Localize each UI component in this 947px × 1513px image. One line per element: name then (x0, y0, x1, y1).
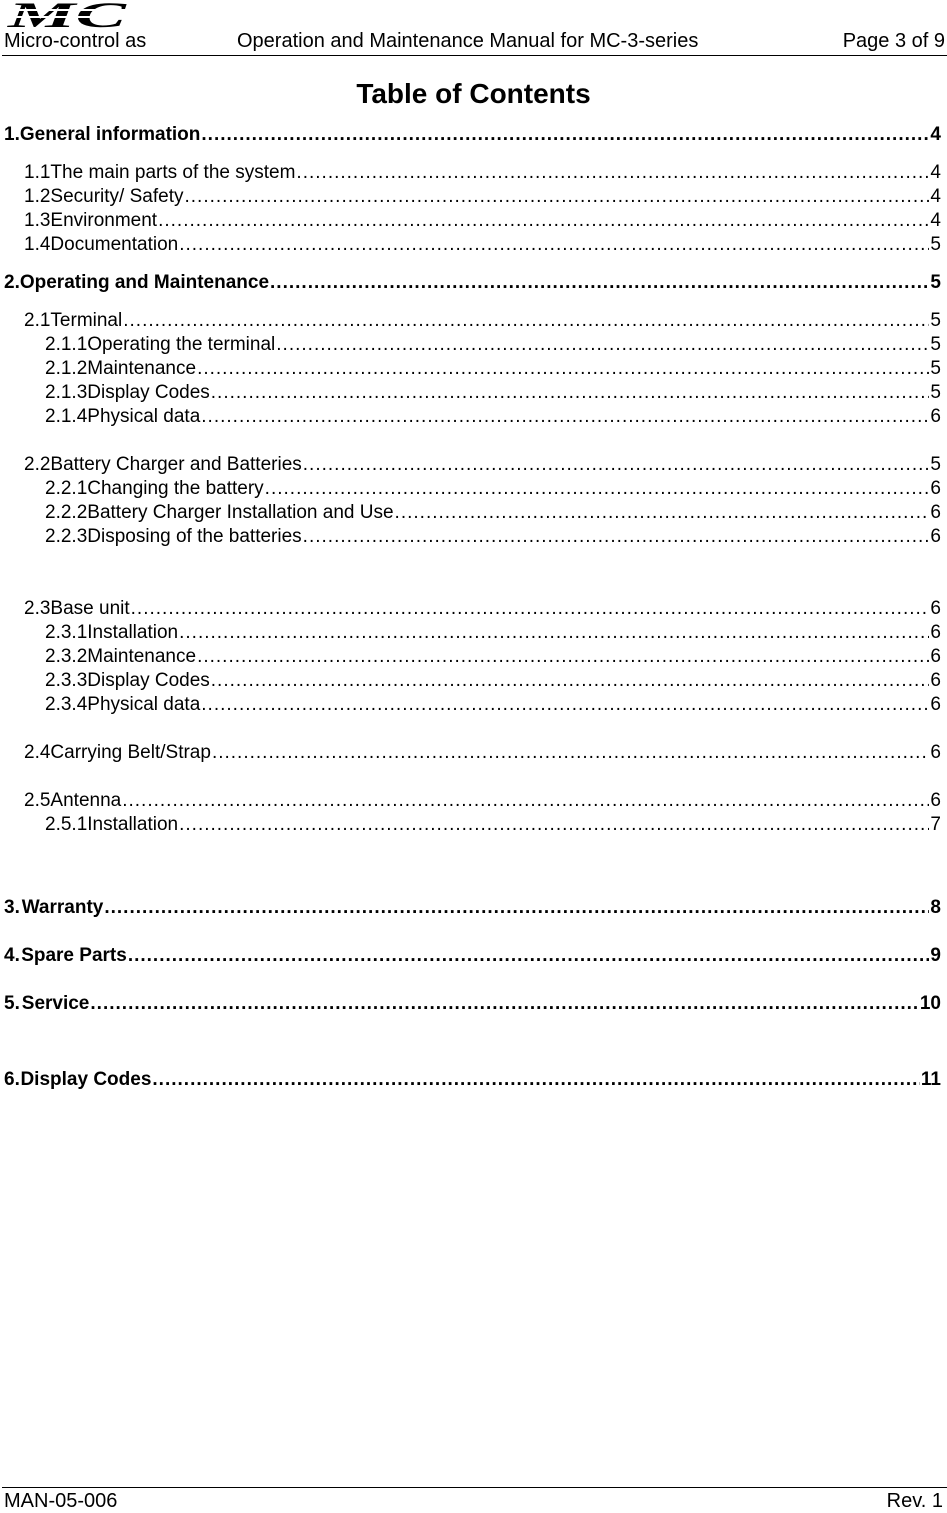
toc-entry[interactable] (4, 502, 941, 524)
toc-entry[interactable] (4, 694, 941, 716)
toc-entry-page: 5 (930, 310, 941, 331)
toc-entry-title: Documentation (50, 234, 179, 255)
toc-entry[interactable] (4, 124, 941, 146)
toc-entry-title: Base unit (50, 598, 130, 619)
toc-leader-dots (303, 454, 930, 476)
toc-entry-number: 2.5.1 (45, 814, 88, 835)
toc-entry-number: 2.3.3 (45, 670, 88, 691)
toc-leader-dots (296, 162, 929, 184)
toc-entry-number: 2.1 (24, 310, 51, 331)
toc-entry[interactable] (4, 646, 941, 668)
toc-entry-number: 2.2.3 (45, 526, 88, 547)
toc-entry-title: Carrying Belt/Strap (50, 742, 211, 763)
toc-entry-number: 1.2 (24, 186, 51, 207)
toc-entry-page: 5 (930, 382, 941, 403)
toc-entry-page: 6 (930, 526, 941, 547)
toc-entry[interactable] (4, 234, 941, 256)
toc-leader-dots (179, 234, 929, 256)
toc-entry[interactable] (4, 1069, 941, 1091)
toc-entry-number: 2.3.1 (45, 622, 88, 643)
toc-entry-page: 6 (930, 478, 941, 499)
toc-entry-title: Display Codes (87, 670, 210, 691)
toc-entry-title: The main parts of the system (50, 162, 296, 183)
toc-entry[interactable] (4, 406, 941, 428)
toc-entry-number: 2.2 (24, 454, 51, 475)
toc-entry[interactable] (4, 358, 941, 380)
toc-leader-dots (123, 310, 929, 332)
toc-entry[interactable] (4, 454, 941, 476)
toc-leader-dots (201, 406, 929, 428)
toc-entry[interactable] (4, 186, 941, 208)
toc-leader-dots (212, 742, 929, 764)
company-logo (6, 0, 128, 30)
toc-leader-dots (152, 1069, 920, 1091)
toc-entry-number: 6. (4, 1069, 20, 1090)
toc-leader-dots (211, 670, 930, 692)
document-title: Operation and Maintenance Manual for MC-3-series (237, 30, 699, 52)
toc-entry-number: 1. (4, 124, 20, 145)
toc-entry-number: 1.1 (24, 162, 51, 183)
toc-entry-page: 7 (930, 814, 941, 835)
toc-entry-number: 2.1.2 (45, 358, 88, 379)
toc-entry-page: 4 (930, 210, 941, 231)
toc-entry-title: Battery Charger and Batteries (50, 454, 302, 475)
toc-entry-page: 4 (930, 186, 941, 207)
toc-leader-dots (201, 694, 929, 716)
toc-entry-number: 2.2.2 (45, 502, 88, 523)
toc-entry-title: Environment (50, 210, 158, 231)
toc-entry[interactable] (4, 162, 941, 184)
toc-entry[interactable] (4, 622, 941, 644)
toc-entry-number: 2.4 (24, 742, 51, 763)
toc-entry-title: Disposing of the batteries (87, 526, 302, 547)
page-footer (4, 1490, 943, 1512)
toc-entry[interactable] (4, 210, 941, 232)
toc-entry-number: 2.3 (24, 598, 51, 619)
document-id: MAN-05-006 (4, 1490, 118, 1512)
toc-entry-page: 6 (930, 646, 941, 667)
toc-leader-dots (276, 334, 929, 356)
toc-entry-page: 11 (920, 1069, 941, 1090)
toc-title: Table of Contents (356, 78, 591, 109)
toc-entry-page: 6 (930, 670, 941, 691)
toc-entry[interactable] (4, 814, 941, 836)
toc-leader-dots (197, 646, 929, 668)
toc-entry-page: 8 (930, 897, 941, 918)
toc-entry[interactable] (4, 526, 941, 548)
toc-entry-title: Operating the terminal (87, 334, 276, 355)
toc-leader-dots (197, 358, 929, 380)
toc-leader-dots (179, 814, 929, 836)
toc-entry-number: 2.3.4 (45, 694, 88, 715)
toc-entry[interactable] (4, 897, 941, 919)
toc-entry[interactable] (4, 598, 941, 620)
toc-entry-number: 2.1.4 (45, 406, 88, 427)
footer-rule (2, 1487, 947, 1488)
toc-leader-dots (90, 993, 918, 1015)
toc-leader-dots (122, 790, 929, 812)
toc-entry-title: Battery Charger Installation and Use (87, 502, 394, 523)
toc-leader-dots (395, 502, 930, 524)
toc-entry-number: 2.1.3 (45, 382, 88, 403)
toc-entry[interactable] (4, 945, 941, 967)
toc-entry-title: Terminal (50, 310, 123, 331)
toc-entry[interactable] (4, 670, 941, 692)
toc-entry-number: 1.3 (24, 210, 51, 231)
toc-entry-title: Operating and Maintenance (19, 272, 270, 293)
toc-entry-number: 2.3.2 (45, 646, 88, 667)
toc-entry[interactable] (4, 272, 941, 294)
toc-leader-dots (104, 897, 929, 919)
toc-entry[interactable] (4, 478, 941, 500)
toc-entry[interactable] (4, 742, 941, 764)
toc-entry-title: Display Codes (87, 382, 210, 403)
toc-leader-dots (211, 382, 930, 404)
toc-leader-dots (265, 478, 930, 500)
toc-entry-page: 6 (930, 502, 941, 523)
toc-entry-page: 5 (930, 358, 941, 379)
toc-entry-page: 4 (930, 162, 941, 183)
toc-entry-title: Antenna (50, 790, 122, 811)
toc-leader-dots (270, 272, 929, 294)
toc-entry-number: 1.4 (24, 234, 51, 255)
toc-entry[interactable] (4, 334, 941, 356)
toc-entry-page: 5 (930, 454, 941, 475)
toc-entry-title: Physical data (87, 694, 201, 715)
toc-entry-title: Display Codes (20, 1069, 152, 1090)
toc-leader-dots (303, 526, 930, 548)
toc-entry-page: 6 (930, 790, 941, 811)
toc-entry-page: 6 (930, 406, 941, 427)
toc-entry-number: 2.1.1 (45, 334, 88, 355)
toc-entry-page: 6 (930, 622, 941, 643)
toc-leader-dots (201, 124, 929, 146)
toc-entry-number: 2.5 (24, 790, 51, 811)
page-header (4, 30, 947, 54)
toc-entry-title: Installation (87, 622, 179, 643)
toc-entry-title: Security/ Safety (50, 186, 184, 207)
toc-entry-title: Installation (87, 814, 179, 835)
toc-entry-title: Maintenance (87, 646, 197, 667)
toc-entry-title: Changing the battery (87, 478, 264, 499)
header-rule (2, 55, 947, 56)
toc-entry[interactable] (4, 790, 941, 812)
toc-entry-number: 2. (4, 272, 20, 293)
toc-entry-number: 3. (4, 897, 20, 918)
toc-leader-dots (128, 945, 930, 967)
toc-entry-number: 2.2.1 (45, 478, 88, 499)
toc-entry-title: Physical data (87, 406, 201, 427)
toc-entry-page: 9 (930, 945, 941, 966)
page-number: Page 3 of 9 (842, 30, 945, 52)
toc-entry-page: 10 (919, 993, 941, 1014)
toc-entry-page: 5 (930, 272, 941, 293)
toc-entry-page: 6 (930, 694, 941, 715)
toc-entry-title: Maintenance (87, 358, 197, 379)
toc-entry-page: 5 (930, 334, 941, 355)
toc-entry-number: 4. (4, 945, 20, 966)
toc-entry-title: Service (21, 993, 90, 1014)
revision: Rev. 1 (886, 1490, 943, 1512)
toc-entry-page: 4 (930, 124, 941, 145)
toc-entry-page: 6 (930, 742, 941, 763)
toc-entry[interactable] (4, 993, 941, 1015)
toc-leader-dots (179, 622, 929, 644)
toc-leader-dots (158, 210, 929, 232)
toc-entry[interactable] (4, 310, 941, 332)
company-name: Micro-control as (4, 30, 147, 52)
toc-entry-page: 5 (930, 234, 941, 255)
toc-leader-dots (131, 598, 930, 620)
toc-leader-dots (184, 186, 929, 208)
toc-entry[interactable] (4, 382, 941, 404)
toc-entry-title: Spare Parts (21, 945, 127, 966)
toc-entry-title: Warranty (21, 897, 104, 918)
toc-entry-number: 5. (4, 993, 20, 1014)
toc-entry-page: 6 (930, 598, 941, 619)
toc-entry-title: General information (19, 124, 201, 145)
svg-text:MC: MC (6, 0, 128, 30)
